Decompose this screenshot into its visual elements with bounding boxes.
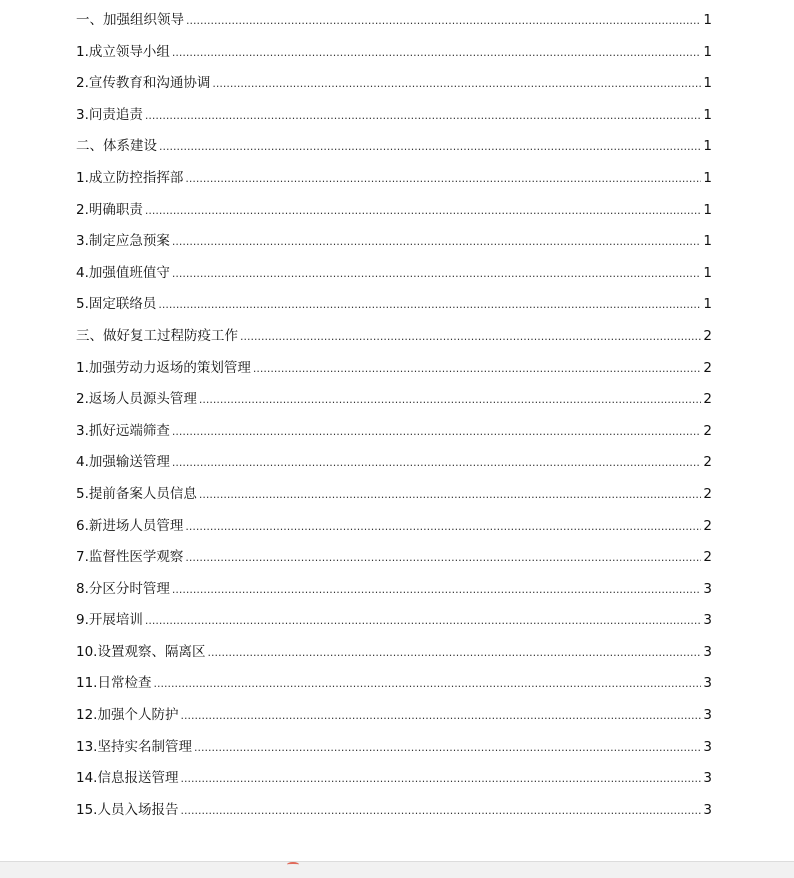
toc-entry-page: 2	[703, 454, 712, 471]
toc-entry-title: 15.人员入场报告	[76, 801, 179, 818]
toc-entry-page: 3	[703, 675, 712, 692]
toc-entry-title: 7.监督性医学观察	[76, 549, 184, 566]
toc-entry[interactable]	[76, 763, 712, 795]
toc-entry-title: 4.加强输送管理	[76, 454, 170, 471]
table-of-contents	[76, 5, 712, 826]
toc-entry-title: 1.成立防控指挥部	[76, 169, 184, 186]
dot-leader	[159, 141, 701, 152]
dot-leader	[185, 173, 701, 184]
toc-entry-page: 1	[703, 264, 712, 281]
toc-entry[interactable]	[76, 732, 712, 764]
toc-entry-page: 1	[703, 12, 712, 28]
toc-entry-title: 一、加强组织领导	[76, 12, 184, 28]
toc-entry-page: 1	[703, 169, 712, 186]
dot-leader	[145, 205, 702, 216]
toc-entry-title: 三、做好复工过程防疫工作	[76, 327, 238, 344]
dot-leader	[172, 457, 702, 468]
toc-entry-page: 2	[703, 327, 712, 344]
toc-entry-title: 12.加强个人防护	[76, 707, 179, 724]
dot-leader	[172, 584, 702, 595]
toc-entry-page: 3	[703, 612, 712, 629]
toc-entry-title: 1.加强劳动力返场的策划管理	[76, 359, 251, 376]
toc-entry-page: 2	[703, 359, 712, 376]
toc-entry-page: 3	[703, 643, 712, 660]
toc-entry-title: 3.制定应急预案	[76, 233, 170, 250]
toc-entry[interactable]	[76, 668, 712, 700]
toc-entry[interactable]	[76, 416, 712, 448]
toc-entry-page: 3	[703, 707, 712, 724]
toc-entry-title: 6.新进场人员管理	[76, 517, 184, 534]
dot-leader	[212, 78, 701, 89]
toc-entry-page: 3	[703, 770, 712, 787]
toc-entry-title: 2.返场人员源头管理	[76, 391, 197, 408]
dot-leader	[253, 363, 702, 374]
toc-entry[interactable]	[76, 5, 712, 37]
toc-entry-page: 2	[703, 422, 712, 439]
dot-leader	[240, 331, 701, 342]
toc-entry-title: 9.开展培训	[76, 612, 143, 629]
toc-entry-page: 3	[703, 801, 712, 818]
toc-entry[interactable]	[76, 637, 712, 669]
toc-entry[interactable]	[76, 195, 712, 227]
dot-leader	[207, 647, 701, 658]
dot-leader	[145, 615, 702, 626]
toc-entry-page: 1	[703, 43, 712, 60]
dot-leader	[180, 710, 701, 721]
toc-entry-page: 1	[703, 106, 712, 123]
toc-entry-title: 8.分区分时管理	[76, 580, 170, 597]
dot-leader	[194, 742, 701, 753]
toc-entry-page: 2	[703, 517, 712, 534]
toc-entry[interactable]	[76, 321, 712, 353]
dot-leader	[145, 110, 702, 121]
toc-entry-page: 1	[703, 201, 712, 218]
toc-entry-title: 3.问责追责	[76, 106, 143, 123]
dot-leader	[185, 552, 701, 563]
toc-entry-page: 1	[703, 75, 712, 92]
toc-entry[interactable]	[76, 447, 712, 479]
dot-leader	[172, 426, 702, 437]
toc-entry[interactable]	[76, 605, 712, 637]
toc-entry-title: 2.明确职责	[76, 201, 143, 218]
dot-leader	[199, 394, 702, 405]
toc-entry-title: 3.抓好远端筛查	[76, 422, 170, 439]
toc-entry-title: 2.宣传教育和沟通协调	[76, 75, 211, 92]
page-footer-strip	[0, 861, 794, 878]
toc-entry[interactable]	[76, 258, 712, 290]
toc-entry-title: 14.信息报送管理	[76, 770, 179, 787]
toc-entry-title: 13.坚持实名制管理	[76, 738, 192, 755]
dot-leader	[158, 299, 701, 310]
dot-leader	[186, 15, 701, 26]
toc-entry[interactable]	[76, 226, 712, 258]
dot-leader	[172, 236, 702, 247]
toc-entry-title: 4.加强值班值守	[76, 264, 170, 281]
toc-entry-page: 2	[703, 549, 712, 566]
toc-entry-page: 1	[703, 138, 712, 155]
toc-entry-page: 1	[703, 233, 712, 250]
decorative-mark	[287, 862, 299, 867]
toc-entry[interactable]	[76, 511, 712, 543]
toc-entry[interactable]	[76, 289, 712, 321]
toc-entry-page: 3	[703, 738, 712, 755]
toc-entry[interactable]	[76, 384, 712, 416]
dot-leader	[172, 47, 702, 58]
toc-entry[interactable]	[76, 574, 712, 606]
toc-entry-title: 11.日常检查	[76, 675, 152, 692]
toc-entry-title: 二、体系建设	[76, 138, 157, 155]
toc-entry[interactable]	[76, 479, 712, 511]
dot-leader	[172, 268, 702, 279]
toc-entry[interactable]	[76, 37, 712, 69]
toc-entry-title: 5.提前备案人员信息	[76, 485, 197, 502]
toc-entry-page: 3	[703, 580, 712, 597]
toc-entry[interactable]	[76, 131, 712, 163]
toc-entry-page: 2	[703, 391, 712, 408]
dot-leader	[180, 773, 701, 784]
toc-entry-page: 2	[703, 485, 712, 502]
toc-entry-page: 1	[703, 296, 712, 313]
toc-entry[interactable]	[76, 542, 712, 574]
toc-entry[interactable]	[76, 68, 712, 100]
dot-leader	[199, 489, 702, 500]
dot-leader	[153, 678, 701, 689]
toc-entry[interactable]	[76, 353, 712, 385]
toc-entry-title: 1.成立领导小组	[76, 43, 170, 60]
toc-entry-title: 5.固定联络员	[76, 296, 157, 313]
dot-leader	[185, 521, 701, 532]
toc-entry-title: 10.设置观察、隔离区	[76, 643, 206, 660]
toc-entry[interactable]	[76, 700, 712, 732]
toc-entry[interactable]	[76, 100, 712, 132]
toc-entry[interactable]	[76, 795, 712, 827]
toc-entry[interactable]	[76, 163, 712, 195]
dot-leader	[180, 805, 701, 816]
